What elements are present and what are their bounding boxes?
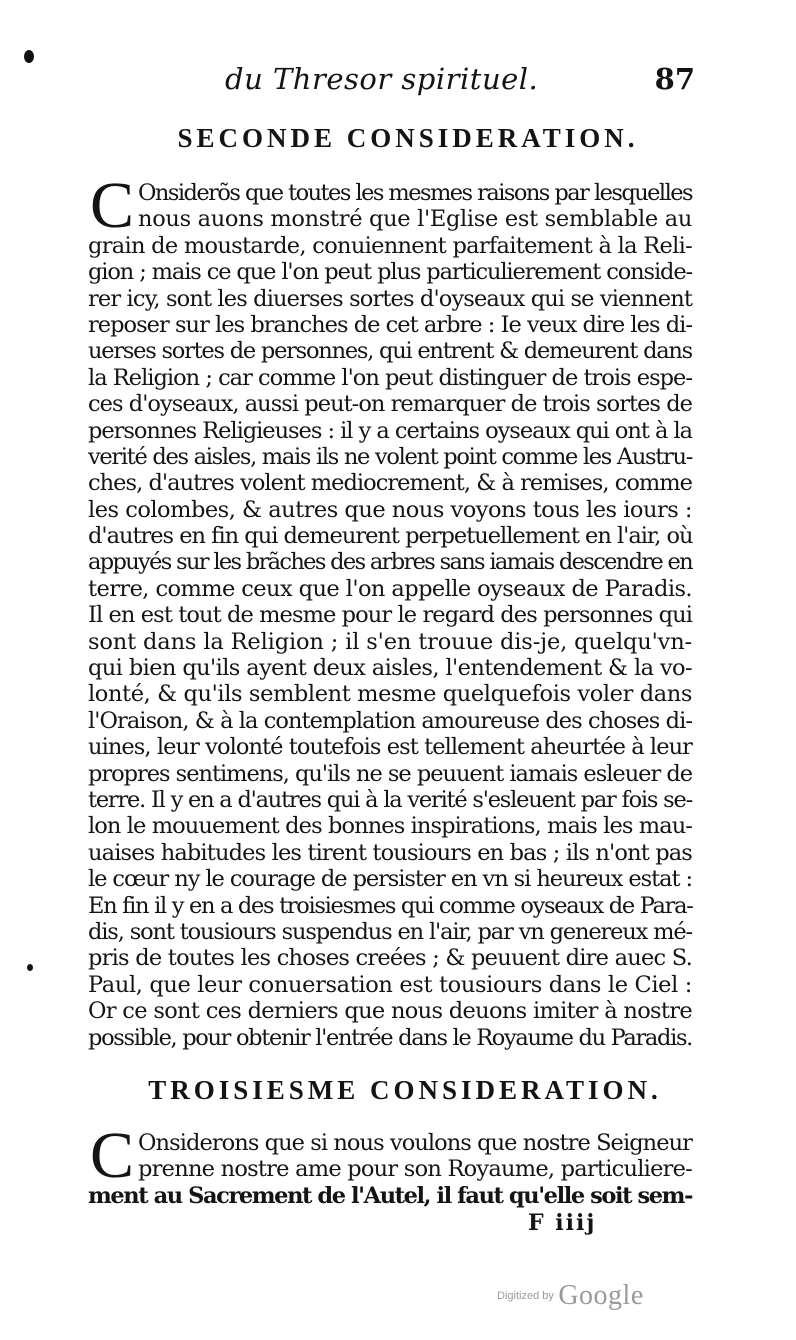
text-line: rer icy, sont les diuerses sortes d'oyseaux qui se viennent [88,285,692,312]
text-line: nous auons monstré que l'Eglise est semblable au [138,206,692,233]
google-logo: Google [558,1280,644,1311]
text-line: Or ce sont ces derniers que nous deuons imiter à nostre [88,998,692,1025]
text-line: uaises habitudes les tirent tousiours en bas ; ils n'ont pas [88,839,692,866]
text-line: Onsiderõs que toutes les mesmes raisons par lesquelles [138,180,692,206]
text-line: personnes Religieuses : il y a certains oyseaux qui ont à la [88,417,692,444]
text-line: d'autres en fin qui demeurent perpetuellement en l'air, où [88,523,693,550]
text-line: sont dans la Religion ; il s'en trouue dis-je, quelqu'vn- [88,628,692,655]
text-line: grain de moustarde, conuiennent parfaitement à la Reli- [88,232,692,259]
section-heading: SECONDE CONSIDERATION. [177,123,639,153]
watermark-prefix: Digitized by [497,1290,554,1302]
ink-speck [24,50,34,63]
text-line: possible, pour obtenir l'entrée dans le Royaume du Paradis. [88,1024,692,1051]
digitization-watermark [497,1280,644,1312]
text-line: l'Oraison, & à la contemplation amoureuse des choses di- [88,707,692,734]
paragraph-troisiesme [88,1119,692,1209]
text-line: prenne nostre ame pour son Royaume, particuliere- [138,1156,692,1183]
text-line: uerses sortes de personnes, qui entrent & demeurent dans [88,338,692,365]
text-line: dis, sont tousiours suspendus en l'air, par vn genereux mé- [88,918,692,945]
drop-cap: C [90,1119,135,1192]
text-line: les colombes, & autres que nous voyons tous les iours : [88,496,692,523]
text-line: propres sentimens, qu'ils ne se peuuent iamais esleuer de [88,760,692,787]
text-line: pris de toutes les choses creées ; & peuuent dire auec S. [88,945,692,972]
text-line: Il en est tout de mesme pour le regard des personnes qui [88,602,692,629]
text-line: reposer sur les branches de cet arbre : Ie veux dire les di- [88,311,692,338]
signature-mark: F iiij [528,1210,597,1236]
section-heading: TROISIESME CONSIDERATION. [148,1075,662,1105]
text-line: terre. Il y en a d'autres qui à la verité s'esleuent par fois se- [88,786,693,813]
text-line: uines, leur volonté toutefois est tellement aheurtée à leur [88,734,692,761]
text-line: ces d'oyseaux, aussi peut-on remarquer de trois sortes de [88,391,692,418]
text-line: qui bien qu'ils ayent deux aisles, l'entendement & la vo- [88,655,692,682]
running-title: du Thresor spirituel. [225,62,539,96]
text-line: En fin il y en a des troisiesmes qui comme oyseaux de Para- [88,892,693,919]
text-line: la Religion ; car comme l'on peut distinguer de trois espe- [88,364,692,391]
text-line: appuyés sur les brãches des arbres sans iamais descendre en [88,549,692,576]
text-line: lon le mouuement des bonnes inspirations, mais les mau- [88,813,692,840]
text-line: ment au Sacrement de l'Autel, il faut qu'elle soit sem- [88,1182,692,1209]
text-line: Paul, que leur conuersation est tousiours dans le Ciel : [88,971,692,998]
text-line: terre, comme ceux que l'on appelle oyseaux de Paradis. [88,575,692,602]
ink-speck [27,964,33,971]
text-line: Onsiderons que si nous voulons que nostre Seigneur [138,1130,692,1156]
text-line: le cœur ny le courage de persister en vn si heureux estat : [88,866,692,893]
text-line: verité des aisles, mais ils ne volent point comme les Austru- [88,443,692,470]
paragraph-seconde [88,169,693,1051]
text-line: lonté, & qu'ils semblent mesme quelquefois voler dans [88,681,692,708]
page-number: 87 [654,62,695,96]
drop-cap: C [90,169,135,242]
text-line: ches, d'autres volent mediocrement, & à remises, comme [88,470,692,497]
page-header [225,62,695,102]
text-line: gion ; mais ce que l'on peut plus particulierement conside- [88,259,693,286]
